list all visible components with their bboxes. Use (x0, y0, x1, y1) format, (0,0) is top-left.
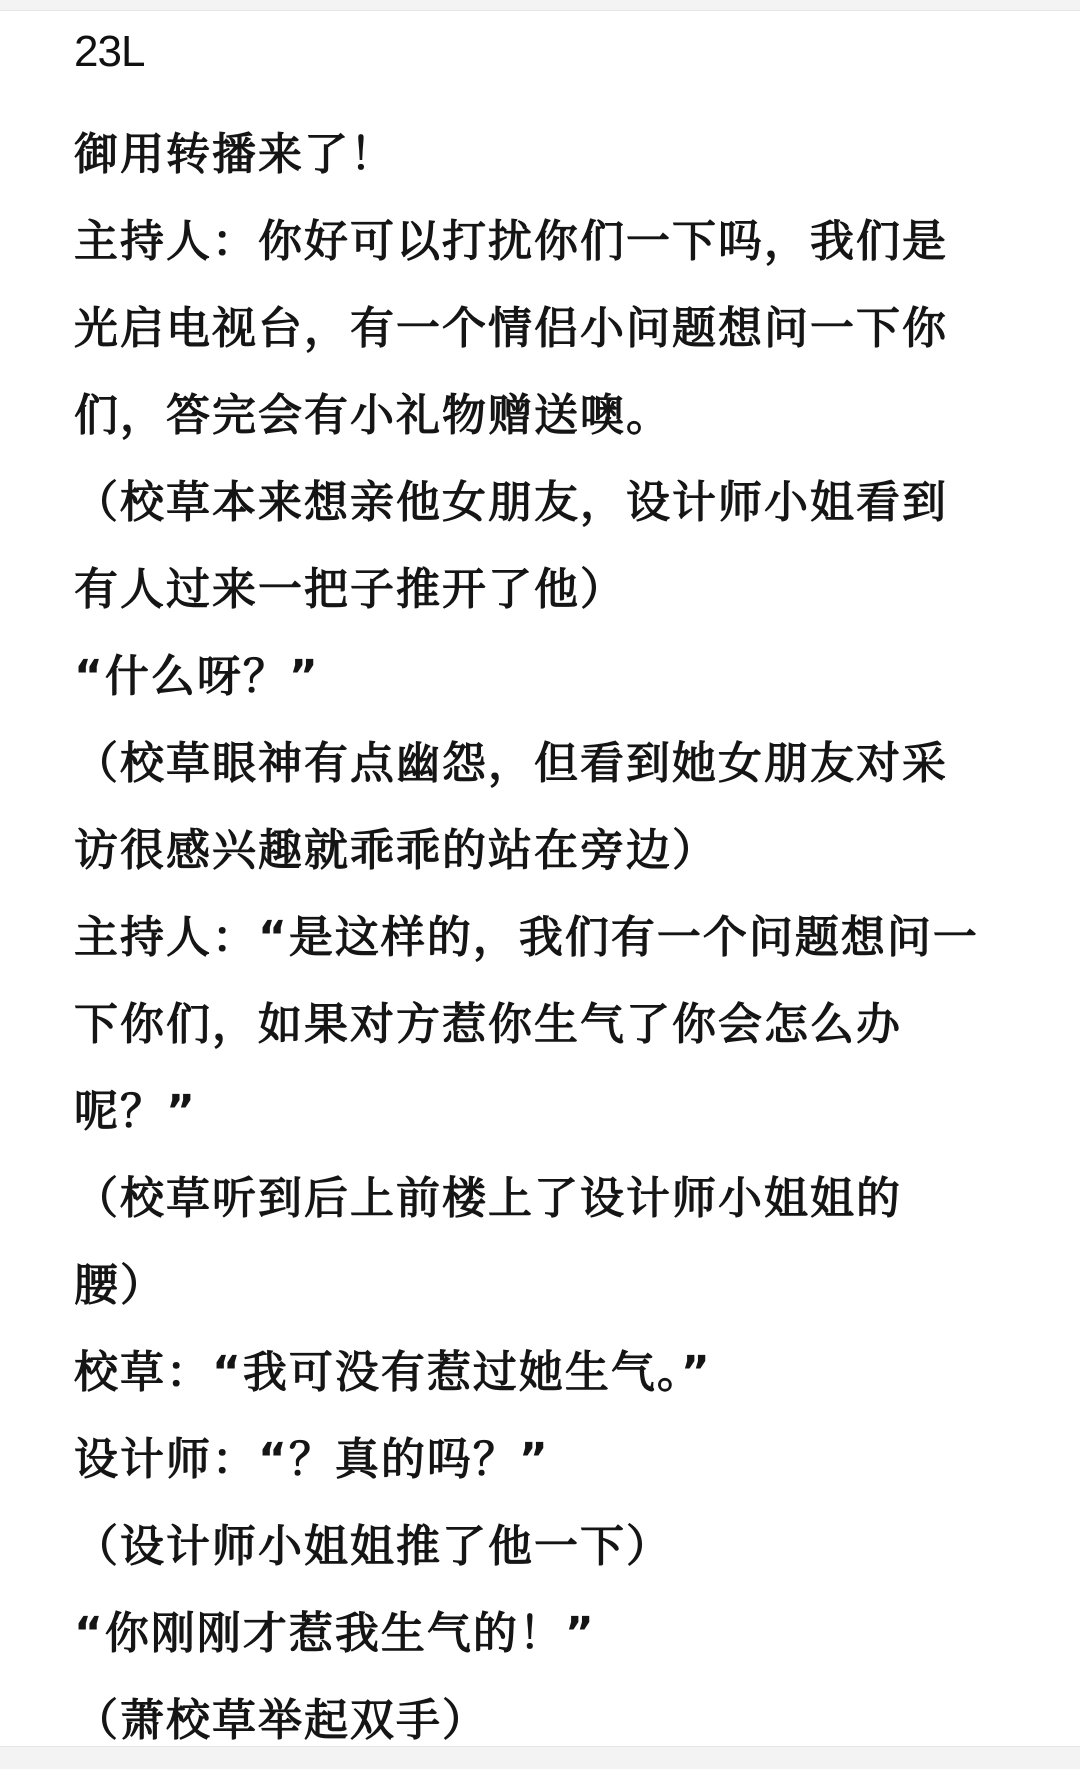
text-line: （校草眼神有点幽怨，但看到她女朋友对采 (74, 738, 948, 789)
text-line: 校草：“我可没有惹过她生气。” (74, 1347, 712, 1398)
post-body (74, 111, 1014, 1764)
text-line: 设计师：“？真的吗？” (74, 1434, 550, 1485)
text-line: （设计师小姐姐推了他一下） (74, 1521, 672, 1572)
bottom-divider (0, 1746, 1080, 1769)
text-line: 们，答完会有小礼物赠送噢。 (74, 390, 672, 441)
text-line: （校草本来想亲他女朋友，设计师小姐看到 (74, 477, 948, 528)
text-line: “什么呀？” (74, 651, 320, 702)
text-line: 主持人：“是这样的，我们有一个问题想问一 (74, 912, 979, 963)
text-line: 主持人：你好可以打扰你们一下吗，我们是 (74, 216, 948, 267)
text-line: 呢？” (74, 1086, 197, 1137)
text-line: （校草听到后上前楼上了设计师小姐姐的 (74, 1173, 902, 1224)
text-line: “你刚刚才惹我生气的！” (74, 1608, 596, 1659)
floor-number: 23L (74, 27, 145, 76)
text-line: （萧校草举起双手） (74, 1695, 488, 1746)
post-content (74, 22, 1014, 1764)
text-line: 访很感兴趣就乖乖的站在旁边） (74, 825, 718, 876)
text-line: 腰） (74, 1260, 166, 1311)
text-line: 御用转播来了！ (74, 129, 396, 180)
top-divider (0, 0, 1080, 11)
text-line: 有人过来一把子推开了他） (74, 564, 626, 615)
text-line: 光启电视台，有一个情侣小问题想问一下你 (74, 303, 948, 354)
text-line: 下你们，如果对方惹你生气了你会怎么办 (74, 999, 902, 1050)
